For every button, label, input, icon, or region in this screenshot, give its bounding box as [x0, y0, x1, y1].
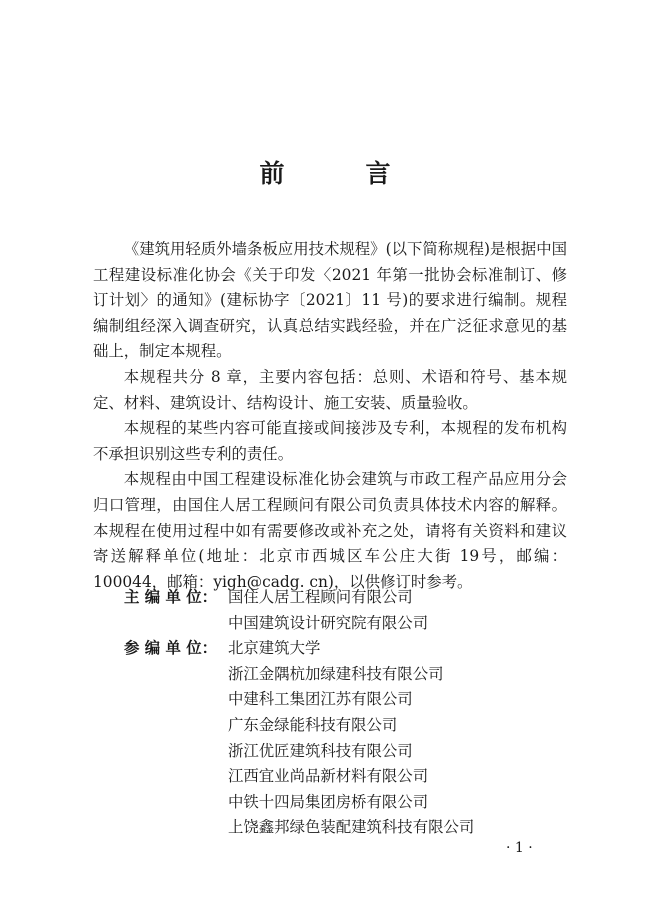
participating-unit: 广东金绿能科技有限公司	[228, 715, 398, 734]
participating-unit: 浙江优匠建筑科技有限公司	[228, 741, 413, 760]
participating-editors-label: 参 编 单 位：	[124, 639, 218, 658]
paragraph-patent: 本规程的某些内容可能直接或间接涉及专利，本规程的发布机构不承担识别这些专利的责任。	[93, 419, 567, 463]
paragraph-management: 本规程由中国工程建设标准化协会建筑与市政工程产品应用分会归口管理，由国住人居工程顾问有限公司负责具体技术内容的解释。本规程在使用过程中如有需要修改或补充之处，请将有关资料和建议寄送解释单位(地址：北京市西城区车公庄大街 19号，邮编：100044，邮箱：yigh@cadg. cn)，以供修订时参考。	[93, 470, 567, 591]
participating-unit: 中建科工集团江苏有限公司	[228, 690, 413, 709]
chief-editor-unit: 国住人居工程顾问有限公司	[228, 588, 413, 606]
editing-units	[93, 585, 567, 841]
participating-editors-list	[228, 636, 474, 841]
preface-body	[93, 237, 567, 595]
participating-unit: 中铁十四局集团房桥有限公司	[228, 792, 429, 811]
chief-editors-group	[93, 585, 567, 636]
participating-unit: 浙江金隅杭加绿建科技有限公司	[228, 664, 444, 683]
participating-unit: 上饶鑫邦绿色装配建筑科技有限公司	[228, 818, 475, 837]
page-number: · 1 ·	[506, 840, 533, 856]
chief-editors-label: 主 编 单 位：	[124, 588, 218, 606]
page-title: 前 言	[259, 159, 419, 188]
participating-unit: 江西宜业尚品新材料有限公司	[228, 767, 429, 786]
paragraph-basis: 《建筑用轻质外墙条板应用技术规程》(以下简称规程)是根据中国工程建设标准化协会《关于印发〈2021 年第一批协会标准制订、修订计划〉的通知》(建标协字〔2021〕11 号)的要求进行编制。规程编制组经深入调查研究，认真总结实践经验，并在广泛征求意见的基础上，制定本规程。	[93, 240, 567, 361]
chief-editors-list	[228, 585, 428, 636]
participating-unit: 北京建筑大学	[228, 639, 321, 658]
chief-editor-unit: 中国建筑设计研究院有限公司	[228, 613, 429, 632]
participating-editors-group	[93, 636, 567, 841]
paragraph-contents: 本规程共分 8 章，主要内容包括：总则、术语和符号、基本规定、材料、建筑设计、结构设计、施工安装、质量验收。	[93, 367, 567, 412]
